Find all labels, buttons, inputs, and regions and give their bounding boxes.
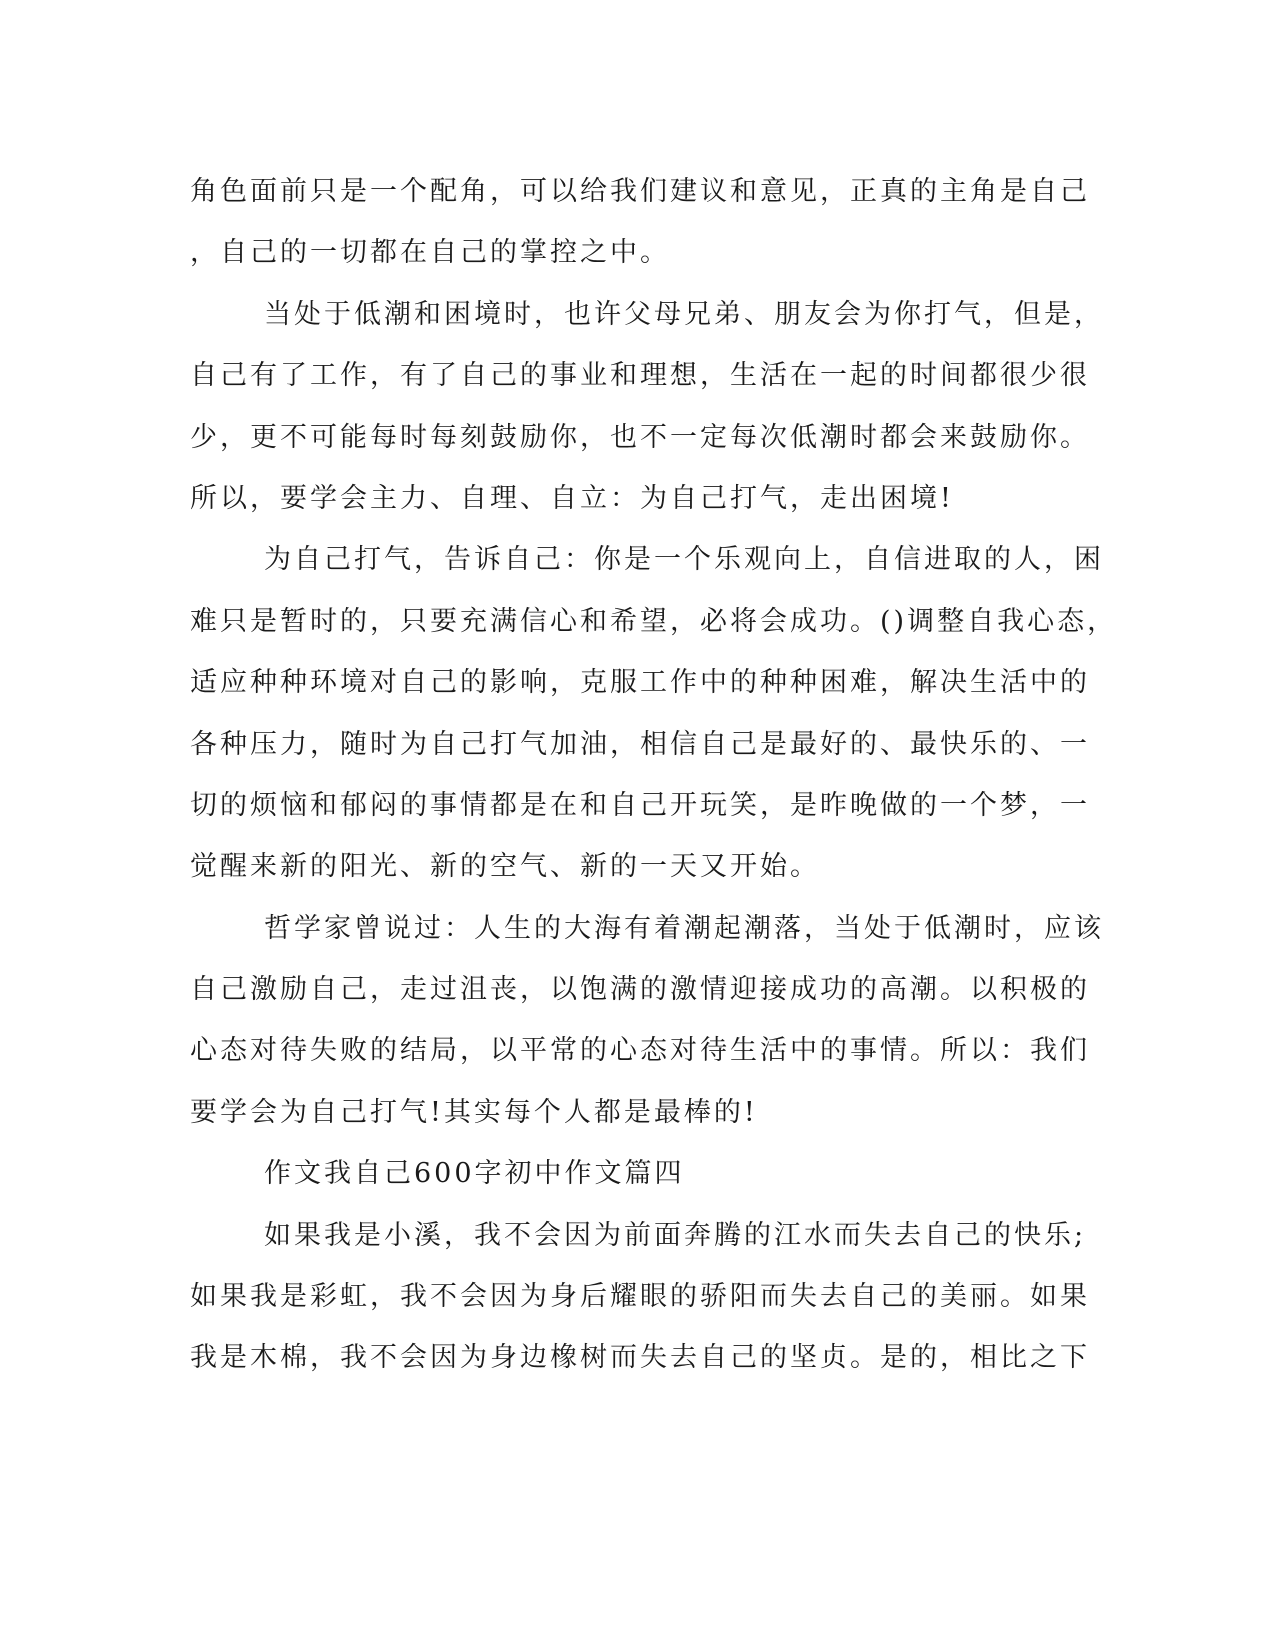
section-heading: 作文我自己600字初中作文篇四 (264, 1158, 685, 1190)
paragraph-start-line: 如果我是小溪，我不会因为前面奔腾的江水而失去自己的快乐; (264, 1219, 1087, 1251)
text-line: 我是木棉，我不会因为身边橡树而失去自己的坚贞。是的，相比之下 (190, 1342, 1090, 1374)
text-line: 自己有了工作，有了自己的事业和理想，生活在一起的时间都很少很 (190, 360, 1090, 392)
text-line: 如果我是彩虹，我不会因为身后耀眼的骄阳而失去自己的美丽。如果 (190, 1281, 1090, 1313)
text-line: ，自己的一切都在自己的掌控之中。 (190, 237, 670, 269)
text-line: 角色面前只是一个配角，可以给我们建议和意见，正真的主角是自己 (190, 176, 1090, 207)
text-line: 要学会为自己打气!其实每个人都是最棒的! (190, 1096, 758, 1128)
text-line: 各种压力，随时为自己打气加油，相信自己是最好的、最快乐的、一 (190, 728, 1090, 760)
paragraph-start-line: 为自己打气，告诉自己：你是一个乐观向上，自信进取的人，困 (264, 544, 1104, 576)
text-line: 少，更不可能每时每刻鼓励你，也不一定每次低潮时都会来鼓励你。 (190, 421, 1090, 453)
text-line: 适应种种环境对自己的影响，克服工作中的种种困难，解决生活中的 (190, 667, 1090, 699)
text-line: 切的烦恼和郁闷的事情都是在和自己开玩笑，是昨晚做的一个梦，一 (190, 789, 1090, 821)
text-line: 自己激励自己，走过沮丧，以饱满的激情迎接成功的高潮。以积极的 (190, 974, 1090, 1006)
text-line: 觉醒来新的阳光、新的空气、新的一天又开始。 (190, 851, 820, 883)
paragraph-start-line: 当处于低潮和困境时，也许父母兄弟、朋友会为你打气，但是， (264, 298, 1104, 330)
text-line: 所以，要学会主力、自理、自立：为自己打气，走出困境! (190, 482, 954, 514)
paragraph-start-line: 哲学家曾说过：人生的大海有着潮起潮落，当处于低潮时，应该 (264, 912, 1104, 944)
document-text (190, 161, 1118, 1389)
text-line: 心态对待失败的结局，以平常的心态对待生活中的事情。所以：我们 (190, 1035, 1090, 1067)
text-line: 难只是暂时的，只要充满信心和希望，必将会成功。()调整自我心态， (190, 605, 1118, 637)
